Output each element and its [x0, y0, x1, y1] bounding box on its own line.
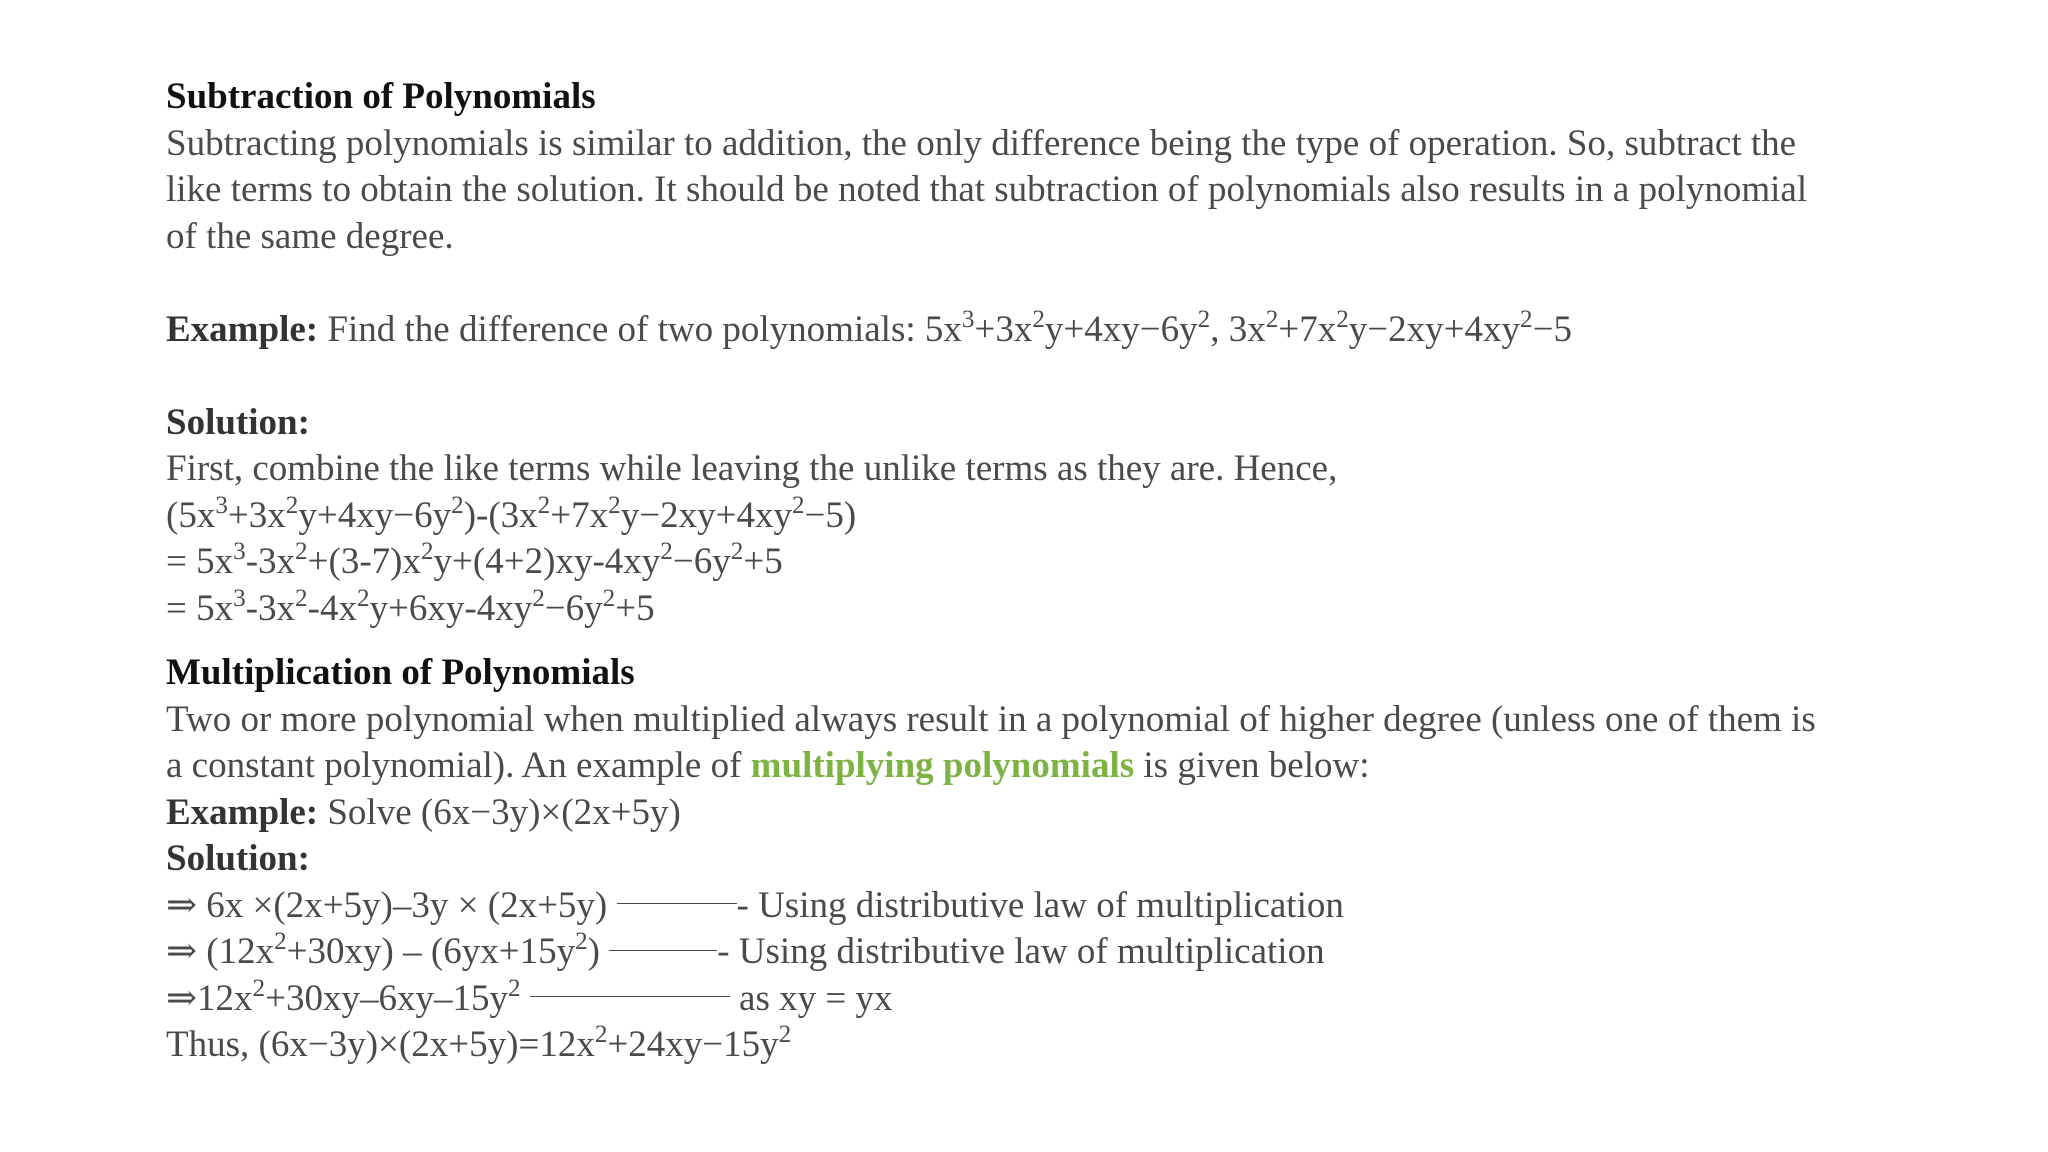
dash-rule: [530, 996, 730, 997]
subtraction-heading: Subtraction of Polynomials: [166, 76, 596, 117]
exponent: 3: [233, 584, 246, 612]
exponent: 2: [451, 491, 464, 519]
dash-rule: [609, 950, 717, 951]
exponent: 2: [537, 491, 551, 519]
multiplication-paragraph-line: Two or more polynomial when multiplied always result in a polynomial of higher degree (unless one of them is: [166, 698, 1816, 740]
dash-rule: [617, 903, 737, 904]
exponent: 3: [961, 305, 975, 333]
exponent: 2: [791, 491, 805, 519]
exponent: 2: [420, 538, 434, 566]
subtraction-paragraph-line: of the same degree.: [166, 215, 454, 257]
step-note: - Using distributive law of multiplication: [717, 931, 1325, 972]
multiplication-example: [166, 790, 1926, 837]
exponent: 3: [233, 538, 246, 566]
solution-step: [166, 976, 1926, 1023]
exponent: 2: [507, 974, 521, 1002]
subtraction-paragraph-line: like terms to obtain the solution. It should be noted that subtraction of polynomials also results in a polynomial: [166, 169, 1808, 210]
exponent: 2: [778, 1021, 792, 1049]
exponent: 2: [285, 491, 299, 519]
step-expression: ⇒ $(12x^2+30xy) - (6yx+15y^2)$: [166, 928, 600, 972]
exponent: 2: [660, 538, 673, 566]
exponent: 2: [274, 928, 287, 956]
paragraph-text: is given below:: [1134, 745, 1370, 786]
exponent: 2: [295, 584, 308, 612]
exponent: 2: [295, 538, 308, 566]
exponent: 2: [608, 491, 621, 519]
exponent: 2: [1336, 305, 1349, 333]
spacer: [166, 353, 1926, 400]
step-note: - Using distributive law of multiplication: [736, 884, 1344, 926]
exponent: 2: [602, 584, 616, 612]
multiplying-polynomials-link[interactable]: multiplying polynomials: [750, 745, 1135, 786]
exponent: 2: [1520, 305, 1533, 333]
step-expression: ⇒ 6x ×(2x+5y)–3y × (2x+5y): [166, 884, 617, 926]
subtraction-solution-line: = $5x^3-3x^2+(3-7)x^2y+(4+2)xy-4xy^2-6y^2+5$: [166, 538, 783, 582]
spacer: [166, 260, 1926, 307]
example-label: Example:: [166, 791, 319, 833]
exponent: 2: [1197, 305, 1211, 333]
subtraction-example: [166, 307, 1926, 354]
subtraction-paragraph-line: Subtracting polynomials is similar to addition, the only difference being the type of operation. So, subtract the: [166, 122, 1797, 164]
spacer: [166, 632, 1926, 650]
step-expression: $\Rightarrow 12x^2+30xy-6xy-15y^2$: [166, 974, 521, 1019]
paragraph-text: a constant polynomial). An example of: [166, 745, 751, 786]
step-note: as xy = yx: [729, 977, 893, 1019]
multiplication-heading: Multiplication of Polynomials: [166, 652, 635, 693]
example-text: Find the difference of two polynomials: $5x^3+3x^2y+4xy-6y^2$, $3x^2+7x^2y-2xy+4xy^2-5$: [327, 305, 1572, 350]
subtraction-solution-line: First, combine the like terms while leaving the unlike terms as they are. Hence,: [166, 448, 1338, 489]
solution-step: [166, 929, 1926, 976]
exponent: 2: [1032, 305, 1045, 333]
exponent: 3: [215, 491, 228, 519]
example-label: Example:: [166, 308, 319, 350]
exponent: 2: [356, 584, 370, 612]
multiplication-paragraph-line: [166, 743, 1926, 790]
exponent: 2: [730, 538, 744, 566]
exponent: 2: [594, 1021, 608, 1049]
multiplication-solution-label: Solution:: [166, 838, 310, 879]
example-text: Solve (6x−3y)×(2x+5y): [327, 791, 681, 833]
exponent: 2: [252, 974, 266, 1002]
subtraction-solution-label: Solution:: [166, 401, 310, 443]
subtraction-solution-line: = $5x^3-3x^2-4x^2y+6xy-4xy^2-6y^2+5$: [166, 584, 655, 629]
subtraction-solution-line: $(5x^3+3x^2y+4xy-6y^2)-(3x^2+7x^2y-2xy+4xy^2-5)$: [166, 491, 857, 536]
document-body: [166, 74, 1926, 1069]
solution-step: [166, 883, 1926, 930]
exponent: 2: [575, 928, 588, 956]
exponent: 2: [1265, 305, 1279, 333]
multiplication-conclusion: Thus, $(6x-3y)\times(2x+5y)=12x^2+24xy-15y^2$: [166, 1021, 792, 1065]
exponent: 2: [532, 584, 545, 612]
